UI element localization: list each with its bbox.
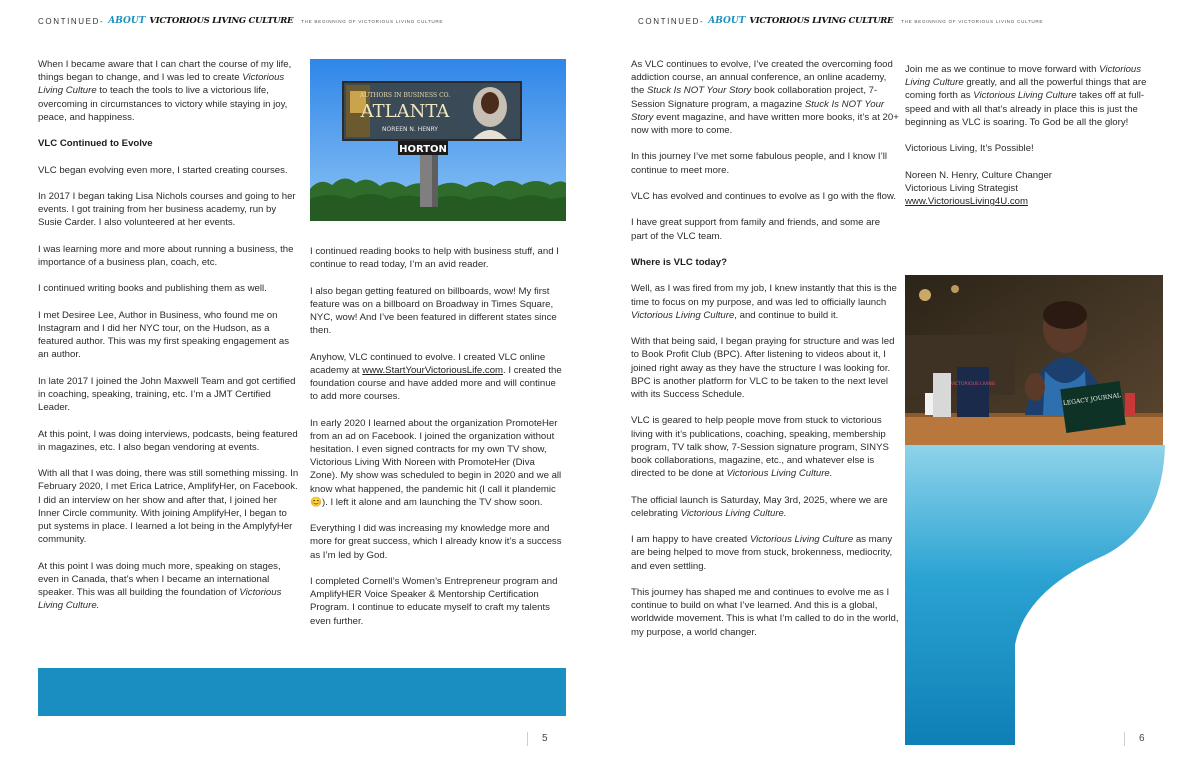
paragraph: I also began getting featured on billboards, wow! My first feature was on a billboard on Broadway in Times Square, NYC, wow! And I’ve been featured in different states since then. [310,285,557,337]
book-cover-title: VICTORIOUS LIVING [950,382,996,387]
header-about: ABOUT [108,16,146,26]
paragraph: Join me as we continue to move forward with Victorious Living Culture greatly, and all the powerful things that are coming forth as Victorious Living Culture takes off at full-speed and with all that’s already in place this is just the beginning as VLC is soaring. To God be all the glory! [905,64,1147,128]
signature-title: Victorious Living Strategist [905,182,1018,194]
running-header [638,16,1043,26]
paragraph: As VLC continues to evolve, I’ve created the overcoming food addiction course, an annual conference, an online academy, the Stuck Is NOT Your Story book collaboration project, 7-Session Signature program, a magazine Stuck Is NOT Your Story event magazine, and have written more books, it’s at 20+ now with more to come. [631,59,899,137]
header-brand-logo: VICTORIOUS LIVING CULTURE [149,16,294,26]
running-header [38,16,443,26]
academy-link[interactable]: www.StartYourVictoriousLife.com [362,364,504,376]
paragraph: Everything I did was increasing my knowledge more and more for great success, which I already know it’s a success as I’m led by God. [310,523,562,561]
paragraph: With all that I was doing, there was still something missing. In February 2020, I met Erica Latrice, AmplifyHer, on Facebook. I did an interview on her show and after that, I joined her Inner Circle community. With joining AmplifyHer, I began to put systems in place. I learned a lot being in the AmplyfyHer community. [38,468,299,546]
paragraph: I was learning more and more about running a business, the importance of a business plan, coach, etc. [38,243,294,268]
billboard-line1: AUTHORS IN BUSINESS CO. [359,92,451,99]
signature-name: Noreen N. Henry, Culture Changer [905,169,1052,181]
website-link[interactable]: www.VictoriousLiving4U.com [905,196,1028,207]
billboard-photo [310,59,566,221]
paragraph: When I became aware that I can chart the course of my life, things began to change, and I was led to create Victorious Living Culture to teach the tools to live a victorious life, overcoming in circumstances to victory while staying in joy, peace, and happiness. [38,59,292,123]
paragraph: I am happy to have created Victorious Living Culture as many are being helped to move from stuck, brokenness, mediocrity, and even settling. [631,534,893,572]
paragraph: Well, as I was fired from my job, I knew instantly that this is the time to focus on my purpose, and was led to officially launch Victorious Living Culture, and continue to build it. [631,283,897,321]
paragraph: In 2017 I began taking Lisa Nichols courses and going to her events. I got training from her business academy, run by Susie Carder. I also volunteered at her events. [38,190,296,229]
paragraph: Victorious Living, It’s Possible! [905,143,1034,155]
header-tagline: THE BEGINNING OF VICTORIOUS LIVING CULTURE [301,18,444,24]
header-about: ABOUT [708,16,746,26]
section-heading: Where is VLC today? [631,256,727,268]
paragraph: In late 2017 I joined the John Maxwell Team and got certified in coaching, speaking, training, etc. I’m a JMT Certified Leader. [38,375,296,414]
paragraph: I met Desiree Lee, Author in Business, who found me on Instagram and I did her NYC tour, on the Hudson, as a featured author. This was my first speaking engagement as an author. [38,309,289,361]
paragraph: In this journey I’ve met some fabulous people, and I know I’ll continue to meet more. [631,151,887,176]
paragraph: I completed Cornell’s Women’s Entrepreneur program and AmplifyHER Voice Speaker & Mentorship Certification Program. I continue to educate myself to craft my talents even further. [310,576,558,627]
right-column-1 [631,58,899,652]
header-continued: CONTINUED- [38,16,105,26]
horton-sign: HORTON [399,144,447,155]
header-continued: CONTINUED- [638,16,705,26]
left-column-1 [38,58,300,626]
paragraph: At this point I was doing much more, speaking on stages, even in Canada, that’s when I became an international speaker. This was all building the foundation of Victorious Living Culture. [38,560,282,612]
paragraph: I continued writing books and publishing them as well. [38,283,267,295]
author-portrait-photo [905,275,1163,445]
paragraph: With that being said, I began praying for structure and was led to Book Profit Club (BPC). After listening to videos about it, I joined right away as they have the structure I was looking for. BPC is another platform for VLC to be taken to the next level with its Success Schedule. [631,336,895,400]
section-heading: VLC Continued to Evolve [38,138,153,150]
billboard-name: NOREEN N. HENRY [382,126,438,133]
paragraph: At this point, I was doing interviews, podcasts, being featured in magazines, etc. I also began vendoring at events. [38,428,298,453]
header-brand-logo: VICTORIOUS LIVING CULTURE [749,16,894,26]
paragraph: This journey has shaped me and continues to evolve me as I continue to build on what I’ve learned. And this is a global, worldwide movement. This is what I’m called to do in the world, my purpose, a world changer. [631,586,899,638]
page-right [600,0,1200,771]
paragraph: The official launch is Saturday, May 3rd, 2025, where we are celebrating Victorious Living Culture. [631,494,888,519]
page-number: 6 [1124,732,1145,746]
paragraph: I have great support from family and friends, and some are part of the VLC team. [631,217,881,242]
journal-cover-title: LEGACY JOURNAL [1062,392,1122,408]
footer-blue-bar [38,668,566,716]
left-column-2 [310,245,565,641]
paragraph: I continued reading books to help with business stuff, and I continue to read today, I’m an avid reader. [310,246,559,271]
paragraph: In early 2020 I learned about the organization PromoteHer from an ad on Facebook. I joined the organization without hesitation. I even signed contracts for my own TV show, Victorious Living With Noreen with PromoteHer (Diva Zone). My show was scheduled to begin in 2020 and we all know what happened, the pandemic hit (I call it plandemic 😊). I left it alone and am launching the TV show soon. [310,417,562,508]
paragraph: VLC began evolving even more, I started creating courses. [38,164,288,176]
signature-block [905,169,1167,209]
header-tagline: THE BEGINNING OF VICTORIOUS LIVING CULTURE [901,18,1044,24]
paragraph: VLC is geared to help people move from stuck to victorious living with it’s publications, coaching, speaking, membership program, TV talk show, 7-Session signature program, SINYS book collaborations, magazine, etc., and whatever else is directed to be done at Victorious Living Culture. [631,415,889,480]
decorative-wave-shape [905,445,1165,745]
right-column-2 [905,63,1167,221]
billboard-city: ATLANTA [360,101,450,122]
page-number: 5 [527,732,548,746]
paragraph: VLC has evolved and continues to evolve as I go with the flow. [631,191,897,202]
paragraph: Anyhow, VLC continued to evolve. I created VLC online academy at www.StartYourVictoriousLife.com. I created the foundation course and have added more and will continue to add more courses. [310,351,562,403]
